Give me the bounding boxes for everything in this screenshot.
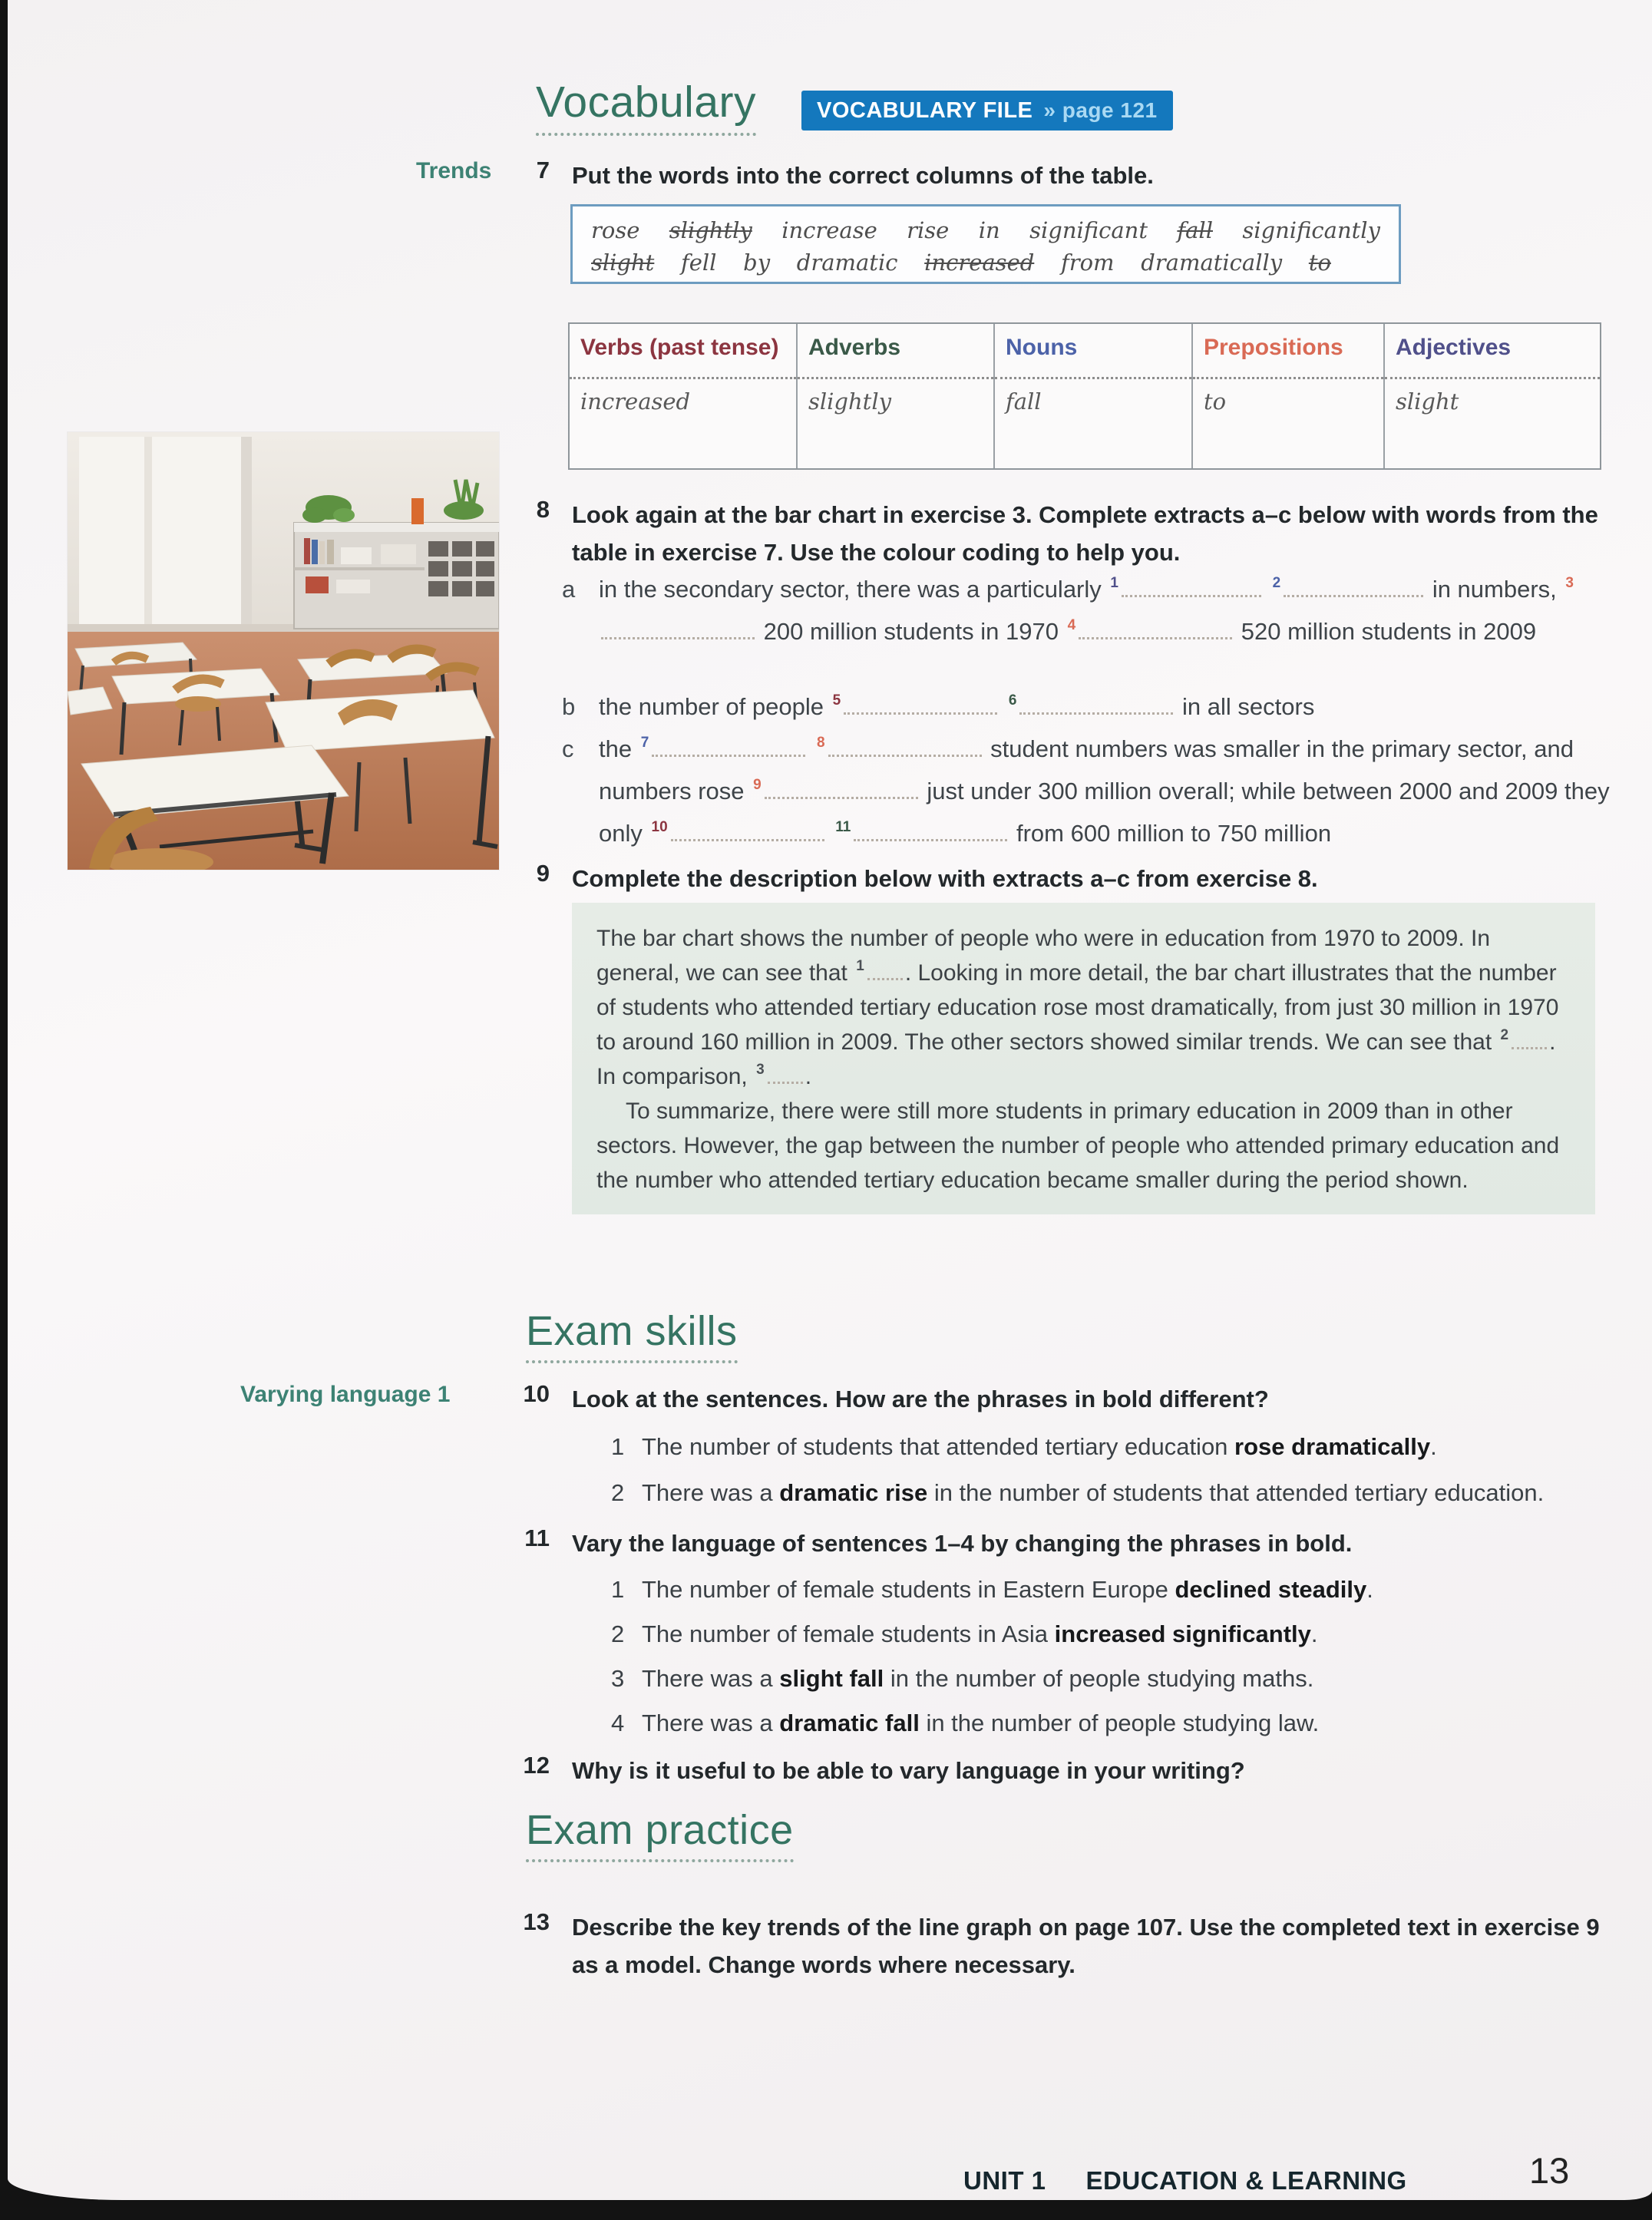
answer-blank (768, 1076, 803, 1084)
vocabulary-heading: Vocabulary (536, 80, 756, 136)
extract-c (562, 728, 1621, 854)
answer-blank (671, 834, 824, 841)
sentence-item: 1 The number of students that attended tertiary education rose dramatically. (611, 1433, 1437, 1460)
answer-blank (1284, 590, 1423, 597)
table-column-nouns (995, 324, 1193, 468)
word-box-word: dramatically (1141, 249, 1283, 276)
table-column-verbs (570, 324, 798, 468)
blank-number-8: 8 (816, 735, 825, 751)
word-box-word: fall (1177, 217, 1213, 243)
exercise8-number: 8 (536, 496, 550, 523)
blank-number-4: 4 (1067, 617, 1076, 633)
exercise9-number: 9 (536, 860, 550, 887)
extract-text: the $^7$ $^8$ student numbers was smaller in the primary sector, and numbers rose $^9$ just under 300 million overall; while between 2000 and 2009 they only $^{10}$ $^{11}$ from 600 million to 750 million (599, 735, 1610, 847)
word-box-word: from (1060, 249, 1115, 276)
sentence-item: 3 There was a slight fall in the number of people studying maths. (611, 1665, 1314, 1692)
extract-text: the number of people $^5$ $^6$ in all sectors (599, 692, 1315, 720)
exercise12-instruction: Why is it useful to be able to vary language in your writing? (572, 1757, 1245, 1784)
exercise11-instruction: Vary the language of sentences 1–4 by changing the phrases in bold. (572, 1530, 1353, 1557)
footer-spacer (1046, 2166, 1086, 2195)
extract-text: in the secondary sector, there was a particularly $^1$ $^2$ in numbers, $^3$ 200 million students in 1970 $^4$ 520 million students in 2009 (599, 575, 1574, 645)
column-header: Nouns (995, 324, 1191, 379)
blank-number-2: 2 (1272, 575, 1281, 591)
sentence-item: 2 There was a dramatic rise in the number of students that attended tertiary education. (611, 1479, 1545, 1506)
exercise13-number: 13 (523, 1908, 550, 1935)
exercise7-instruction: Put the words into the correct columns of the table. (572, 162, 1154, 189)
blank-number-10: 10 (651, 819, 668, 835)
vocabulary-file-badge (801, 91, 1173, 130)
word-box (570, 204, 1401, 284)
sentence-item: 1 The number of female students in Eastern Europe declined steadily. (611, 1576, 1373, 1603)
word-box-word: significantly (1242, 217, 1380, 243)
word-box-word: increased (924, 249, 1035, 276)
blank-number-5: 5 (832, 692, 841, 709)
blank-number-1: 1 (856, 958, 864, 974)
trends-side-label: Trends (416, 158, 492, 183)
parts-of-speech-table (568, 322, 1601, 470)
answer-blank (652, 749, 805, 757)
vocabulary-file-page-ref: » page 121 (1043, 98, 1158, 122)
extract-label: b (562, 693, 576, 720)
sentence-item: 4 There was a dramatic fall in the number of people studying law. (611, 1710, 1320, 1736)
word-box-word: rose (591, 217, 640, 243)
column-entry: fall (1006, 388, 1042, 415)
footer-title: EDUCATION & LEARNING (1085, 2166, 1407, 2195)
vocabulary-file-label: VOCABULARY FILE (817, 97, 1033, 123)
page-footer (963, 2166, 1407, 2195)
word-box-word: slightly (669, 217, 752, 243)
answer-blank (765, 791, 918, 799)
blank-number-11: 11 (835, 819, 851, 835)
blank-number-3: 3 (756, 1062, 765, 1078)
description-paragraph: To summarize, there were still more students in primary education in 2009 than in other sectors. However, the gap between the number of people who attended primary education and the number who attended tertiary education became smaller during the period shown. (596, 1098, 1560, 1193)
column-entry: slightly (808, 388, 891, 415)
exercise13-instruction: Describe the key trends of the line graph on page 107. Use the completed text in exercise 9 as a model. Change words where necessary. (572, 1914, 1600, 1978)
blank-number-9: 9 (753, 777, 762, 793)
word-box-word: fell (681, 249, 717, 276)
word-box-row (591, 214, 1380, 246)
blank-number-2: 2 (1500, 1027, 1509, 1043)
answer-blank (1122, 590, 1261, 597)
page-surface (8, 0, 1652, 2200)
blank-number-3: 3 (1565, 575, 1574, 591)
answer-blank (1079, 632, 1232, 639)
description-paragraph: The bar chart shows the number of people who were in education from 1970 to 2009. In general, we can see that $^1$ . Looking in more detail, the bar chart illustrates that the number of students who attended tertiary education rose most dramatically, from just 30 million in 1970 to around 160 million in 2009. The other sectors showed similar trends. We can see that $^2$ . In comparison, $^3$ . (596, 926, 1559, 1089)
varying-language-side-label: Varying language 1 (240, 1382, 451, 1407)
exercise7-number: 7 (536, 157, 550, 183)
answer-blank (844, 707, 997, 715)
blank-number-6: 6 (1008, 692, 1017, 709)
exercise9-instruction: Complete the description below with extracts a–c from exercise 8. (572, 865, 1318, 892)
extract-label: c (562, 735, 574, 762)
column-header: Verbs (past tense) (570, 324, 796, 379)
sentence-item: 2 The number of female students in Asia increased significantly. (611, 1620, 1318, 1647)
exercise8-instruction: Look again at the bar chart in exercise 3. Complete extracts a–c below with words from the table in exercise 7. Use the colour coding to help you. (572, 501, 1598, 566)
exercise10-number: 10 (523, 1380, 550, 1407)
word-box-word: rise (907, 217, 950, 243)
classroom-photo (68, 432, 499, 870)
exam-skills-heading: Exam skills (526, 1310, 738, 1363)
answer-blank (601, 632, 755, 639)
page-number: 13 (1529, 2150, 1570, 2191)
word-box-word: in (978, 217, 1000, 243)
extract-label: a (562, 576, 576, 603)
footer-unit: UNIT 1 (963, 2166, 1046, 2195)
column-entry: slight (1396, 388, 1459, 415)
exercise12-number: 12 (523, 1752, 550, 1779)
blank-number-1: 1 (1110, 575, 1118, 591)
model-description-box (572, 903, 1595, 1214)
answer-blank (828, 749, 982, 757)
word-box-word: significant (1029, 217, 1148, 243)
table-column-prepositions (1193, 324, 1385, 468)
exercise11-number: 11 (524, 1525, 550, 1551)
word-box-row (591, 246, 1380, 279)
answer-blank (867, 973, 903, 980)
column-entry: increased (580, 388, 691, 415)
word-box-word: to (1308, 249, 1331, 276)
word-box-word: slight (591, 249, 655, 276)
answer-blank (1019, 707, 1173, 715)
column-header: Adverbs (798, 324, 993, 379)
column-entry: to (1204, 388, 1227, 415)
word-box-word: increase (781, 217, 877, 243)
extract-b (562, 685, 1617, 728)
column-header: Prepositions (1193, 324, 1383, 379)
column-header: Adjectives (1385, 324, 1600, 379)
table-column-adjectives (1385, 324, 1600, 468)
table-column-adverbs (798, 324, 995, 468)
exercise10-instruction: Look at the sentences. How are the phrases in bold different? (572, 1386, 1269, 1412)
word-box-word: dramatic (796, 249, 898, 276)
blank-number-7: 7 (640, 735, 649, 751)
answer-blank (854, 834, 1007, 841)
word-box-word: by (743, 249, 771, 276)
answer-blank (1512, 1042, 1547, 1049)
extract-a (562, 568, 1617, 652)
exam-practice-heading: Exam practice (526, 1809, 794, 1862)
